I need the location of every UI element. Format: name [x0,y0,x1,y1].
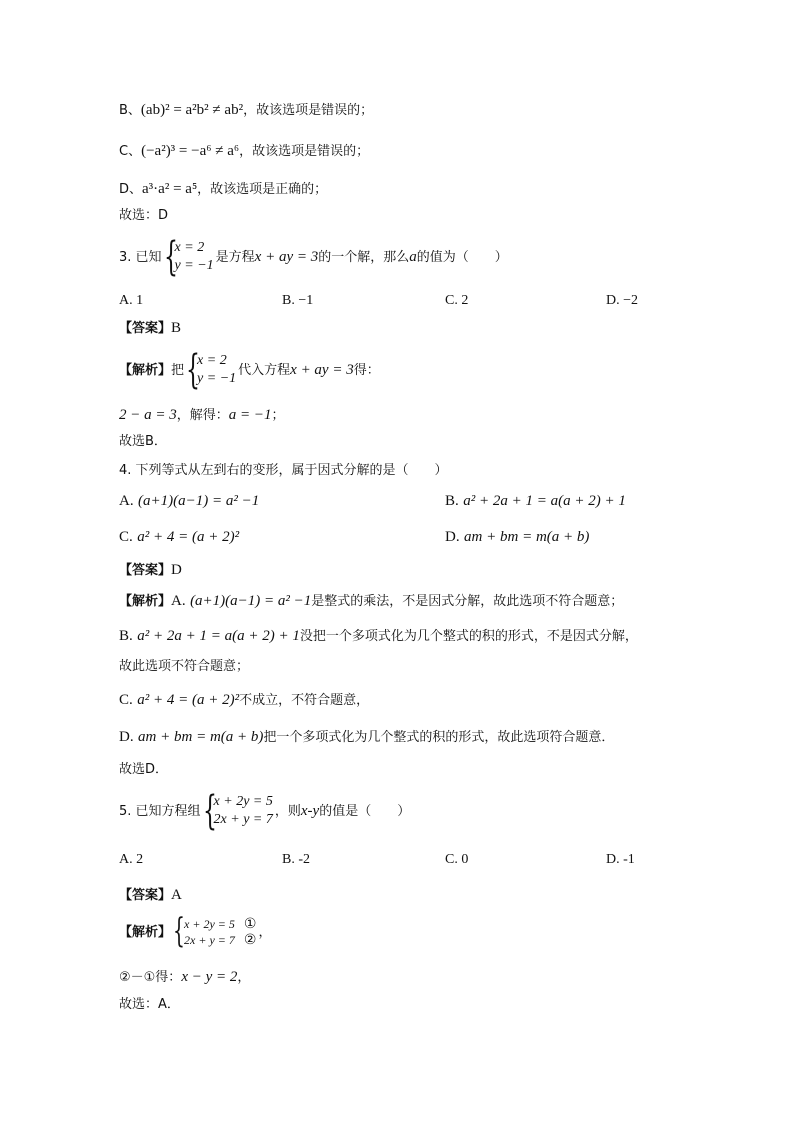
system-row: 2x + y = 7 [213,812,273,827]
line-text: ，故该选项是错误的； [243,103,374,118]
q4-analysis-b [119,626,638,647]
stem-text: 的一个解，那么 [318,250,410,265]
line-label: D、 [119,182,143,197]
analysis-text: 代入方程 [238,363,291,378]
equation-system [163,234,214,280]
question-number: 3. 已知 [119,250,162,265]
line-label: C、 [119,144,142,159]
q3-option-a: A. 1 [119,293,144,308]
equation: 2 − a = 3 [119,407,177,423]
answer-value: B [171,320,182,336]
stem-text: 是方程 [215,250,255,265]
q4-option-b [445,491,626,511]
math-expression: (−a²)³ = −a⁶ ≠ a⁶ [141,143,240,159]
option-label: A. [119,493,134,509]
math-expression: am + bm = m(a + b) [138,729,264,745]
analysis-label: 【解析】 [119,594,172,609]
question-4-stem: 4. 下列等式从左到右的变形，属于因式分解的是（ ） [119,463,448,478]
question-3-stem [119,234,508,280]
q5-analysis [119,911,272,951]
equation: x − y = 2 [181,969,238,985]
question-5-stem [119,788,411,834]
answer-value: D [171,562,182,578]
equation-system [173,911,257,951]
analysis-label: 【解析】 [119,363,172,378]
q3-analysis [119,347,380,393]
variable: a [409,249,417,265]
option-label: C. [119,529,133,545]
equation-system [202,788,273,834]
system-row: x + 2y = 5 [213,794,273,809]
option-label: A. [171,593,186,609]
q3-step [119,405,285,426]
brace-icon: { [163,234,178,280]
equation: x + ay = 3 [290,362,354,378]
stem-text: 的值为（ ） [416,250,508,265]
step-text: ②－①得： [119,970,182,985]
system-row: x = 2 [197,353,227,368]
line-text: ，故该选项是错误的； [239,144,370,159]
step-text: ， [237,970,251,985]
system-row: y = −1 [174,258,214,273]
answer-label: 【答案】 [119,563,172,578]
q3-answer [119,318,181,339]
brace-icon: { [202,788,217,834]
math-expression: a² + 2a + 1 = a(a + 2) + 1 [463,493,626,509]
q5-option-b: B. -2 [282,852,310,867]
q4-analysis-d [119,727,614,748]
analysis-text: 不成立，不符合题意， [239,693,370,708]
math-expression: a² + 4 = (a + 2)² [137,529,240,545]
line-label: B、 [119,103,141,118]
q5-choose: 故选：A． [119,997,180,1012]
q5-step [119,967,250,988]
system-equation: x + 2y = 5 [184,917,235,931]
math-expression: (a+1)(a−1) = a² −1 [138,493,260,509]
brace-icon: { [186,347,201,393]
stem-text: 的值是（ ） [319,804,411,819]
q3-choose: 故选B． [119,434,167,449]
math-expression: a² + 4 = (a + 2)² [137,692,240,708]
analysis-text: 得： [353,363,380,378]
circled-one-mark: ① [243,916,257,932]
analysis-text: 把一个多项式化为几个整式的积的形式，故此选项符合题意． [263,730,615,745]
b-option-line [119,100,373,121]
q3-option-d: D. −2 [606,293,639,308]
brace-icon: { [173,911,185,951]
system-equation: 2x + y = 7 [184,933,235,947]
answer-label: 【答案】 [119,888,172,903]
line-text: ，故该选项是正确的； [197,182,328,197]
q3-option-c: C. 2 [445,293,469,308]
analysis-text: 没把一个多项式化为几个整式的积的形式，不是因式分解， [299,629,638,644]
equation-system [186,347,237,393]
step-text: ； [271,408,285,423]
option-label: D. [119,729,134,745]
q4-option-d [445,527,589,547]
q5-option-a: A. 2 [119,852,144,867]
q5-answer [119,885,182,906]
analysis-label: 【解析】 [119,925,172,940]
math-expression: a³·a² = a⁵ [142,181,198,197]
q3-option-b: B. −1 [282,293,314,308]
q4-analysis-c [119,690,369,711]
option-label: D. [445,529,460,545]
q4-choose: 故选D． [119,762,169,777]
analysis-text: 是整式的乘法，不是因式分解，故此选项不符合题意； [311,594,624,609]
system-row [184,916,256,932]
circled-two-mark: ② [243,932,257,948]
q4-option-c [119,527,239,547]
math-expression: (a+1)(a−1) = a² −1 [190,593,312,609]
system-row: y = −1 [197,371,237,386]
q4-analysis-b-cont: 故此选项不符合题意； [119,659,250,674]
option-label: C. [119,692,133,708]
equation: a = −1 [228,407,272,423]
d-option-line [119,179,327,200]
answer-label: 【答案】 [119,321,172,336]
math-expression: (ab)² = a²b² ≠ ab² [140,102,244,118]
step-text: ，解得： [176,408,229,423]
q4-answer [119,560,182,581]
math-expression: a² + 2a + 1 = a(a + 2) + 1 [137,628,300,644]
analysis-text: 把 [171,363,185,378]
choose-line: 故选：D [119,208,169,223]
q4-option-a [119,491,259,511]
system-row [184,932,256,948]
option-label: B. [119,628,133,644]
stem-text: ，则 [274,804,301,819]
answer-value: A [171,887,182,903]
c-option-line [119,141,369,162]
math-expression: am + bm = m(a + b) [464,529,590,545]
q5-option-d: D. -1 [606,852,635,867]
question-number: 5. 已知方程组 [119,804,201,819]
q4-analysis-a [119,591,623,612]
equation: x + ay = 3 [254,249,319,265]
variable: x-y [300,803,320,819]
option-label: B. [445,493,459,509]
system-row: x = 2 [174,240,205,255]
analysis-text: ， [258,925,272,940]
q5-option-c: C. 0 [445,852,469,867]
